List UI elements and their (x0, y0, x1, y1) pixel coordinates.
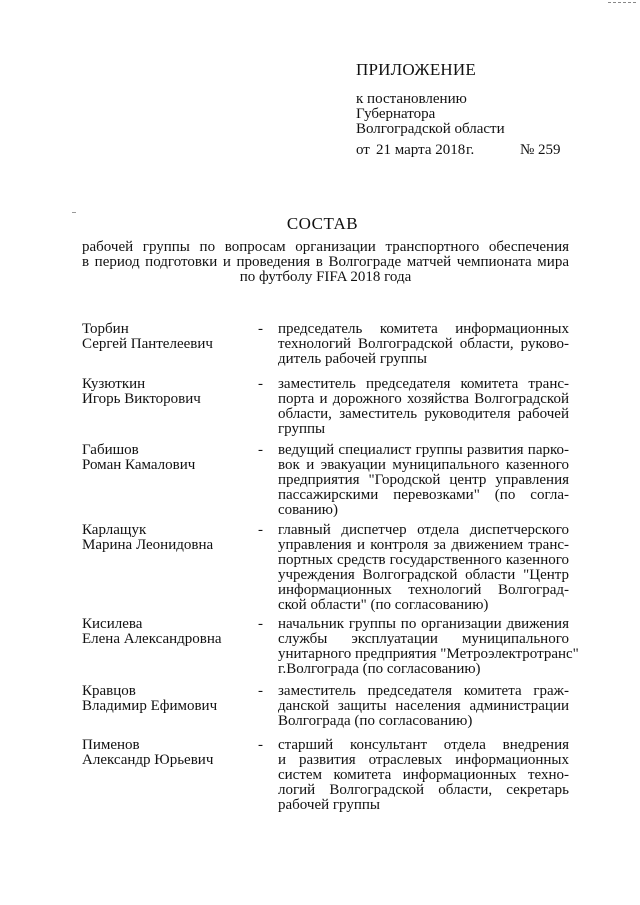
appendix-title: ПРИЛОЖЕНИЕ (356, 60, 476, 79)
role-line: информационных технологий Волгоград- (278, 582, 569, 598)
date-prefix: от (356, 142, 370, 158)
member-surname: Карлащук (82, 522, 147, 538)
member-given-name: Марина Леонидовна (82, 537, 214, 553)
member-given-name: Игорь Викторович (82, 391, 201, 407)
member-dash: - (258, 376, 263, 392)
role-line: вок и эвакуации муниципального казенного (278, 457, 569, 473)
appendix-line: к постановлению (356, 91, 467, 107)
role-line: заместитель председателя комитета транс- (278, 376, 569, 392)
member-surname: Пименов (82, 737, 140, 753)
member-name (82, 738, 252, 768)
role-line: предприятия "Городской центр управления (278, 472, 569, 488)
member-surname: Кравцов (82, 683, 136, 699)
role-line: управления и контроля за движением транс- (278, 537, 569, 553)
member-role (278, 523, 569, 613)
role-line: г.Волгограда (по согласованию) (278, 661, 481, 677)
role-line: рабочей группы (278, 797, 380, 813)
member-role (278, 616, 579, 677)
date-suffix: г. (466, 142, 475, 158)
role-line: учреждения Волгоградской области "Центр (278, 567, 569, 583)
role-line: службы эксплуатации муниципального (278, 631, 569, 647)
role-line: ской области" (по согласованию) (278, 597, 489, 613)
member-given-name: Александр Юрьевич (82, 752, 214, 768)
member-role (278, 738, 569, 813)
member-dash: - (258, 522, 263, 538)
member-name (82, 617, 252, 647)
member-given-name: Роман Камалович (82, 457, 196, 473)
role-line: унитарного предприятия "Метроэлектротранс" (278, 646, 579, 662)
role-line: ведущий специалист группы развития парко- (278, 442, 569, 458)
member-name (82, 684, 252, 714)
member-name (82, 322, 252, 352)
member-role (278, 684, 569, 729)
member-role (278, 322, 569, 367)
role-line: области, заместитель руководителя рабочей (278, 406, 569, 422)
appendix-line: Волгоградской области (356, 121, 505, 137)
member-name (82, 377, 252, 407)
member-name (82, 443, 252, 473)
member-role (278, 443, 569, 518)
member-dash: - (258, 616, 263, 632)
member-given-name: Елена Александровна (82, 631, 222, 647)
role-line: и развития отраслевых информационных (278, 752, 569, 768)
member-dash: - (258, 737, 263, 753)
member-role (278, 377, 569, 437)
member-dash: - (258, 321, 263, 337)
role-line: данской защиты населения администрации (278, 698, 569, 714)
member-name (82, 523, 252, 553)
role-line: председатель комитета информационных (278, 321, 569, 337)
role-line: сованию) (278, 502, 338, 518)
member-surname: Кисилева (82, 616, 143, 632)
role-line: группы (278, 421, 326, 437)
member-surname: Торбин (82, 321, 129, 337)
member-dash: - (258, 442, 263, 458)
role-line: Волгограда (по согласованию) (278, 713, 473, 729)
role-line: главный диспетчер отдела диспетчерского (278, 522, 569, 538)
role-line: портных средств государственного казенного (278, 552, 569, 568)
member-surname: Габишов (82, 442, 139, 458)
role-line: систем комитета информационных техно- (278, 767, 569, 783)
role-line: логий Волгоградской области, секретарь (278, 782, 569, 798)
member-dash: - (258, 683, 263, 699)
heading-title: СОСТАВ (286, 214, 359, 233)
member-given-name: Владимир Ефимович (82, 698, 218, 714)
subtitle-line: по футболу FIFA 2018 года (239, 269, 412, 285)
subtitle-line: в период подготовки и проведения в Волгограде матчей чемпионата мира (82, 254, 569, 270)
role-line: технологий Волгоградской области, руково- (278, 336, 569, 352)
decree-number: № 259 (520, 142, 561, 158)
role-line: дитель рабочей группы (278, 351, 427, 367)
role-line: начальник группы по организации движения (278, 616, 569, 632)
subtitle-line: рабочей группы по вопросам организации транспортного обеспечения (82, 239, 569, 255)
appendix-line: Губернатора (356, 106, 436, 122)
member-given-name: Сергей Пантелеевич (82, 336, 213, 352)
member-surname: Кузюткин (82, 376, 146, 392)
role-line: порта и дорожного хозяйства Волгоградской (278, 391, 569, 407)
role-line: пассажирскими перевозками" (по согла- (278, 487, 569, 503)
role-line: старший консультант отдела внедрения (278, 737, 569, 753)
role-line: заместитель председателя комитета граж- (278, 683, 569, 699)
date-value: 21 марта 2018 (376, 142, 466, 158)
